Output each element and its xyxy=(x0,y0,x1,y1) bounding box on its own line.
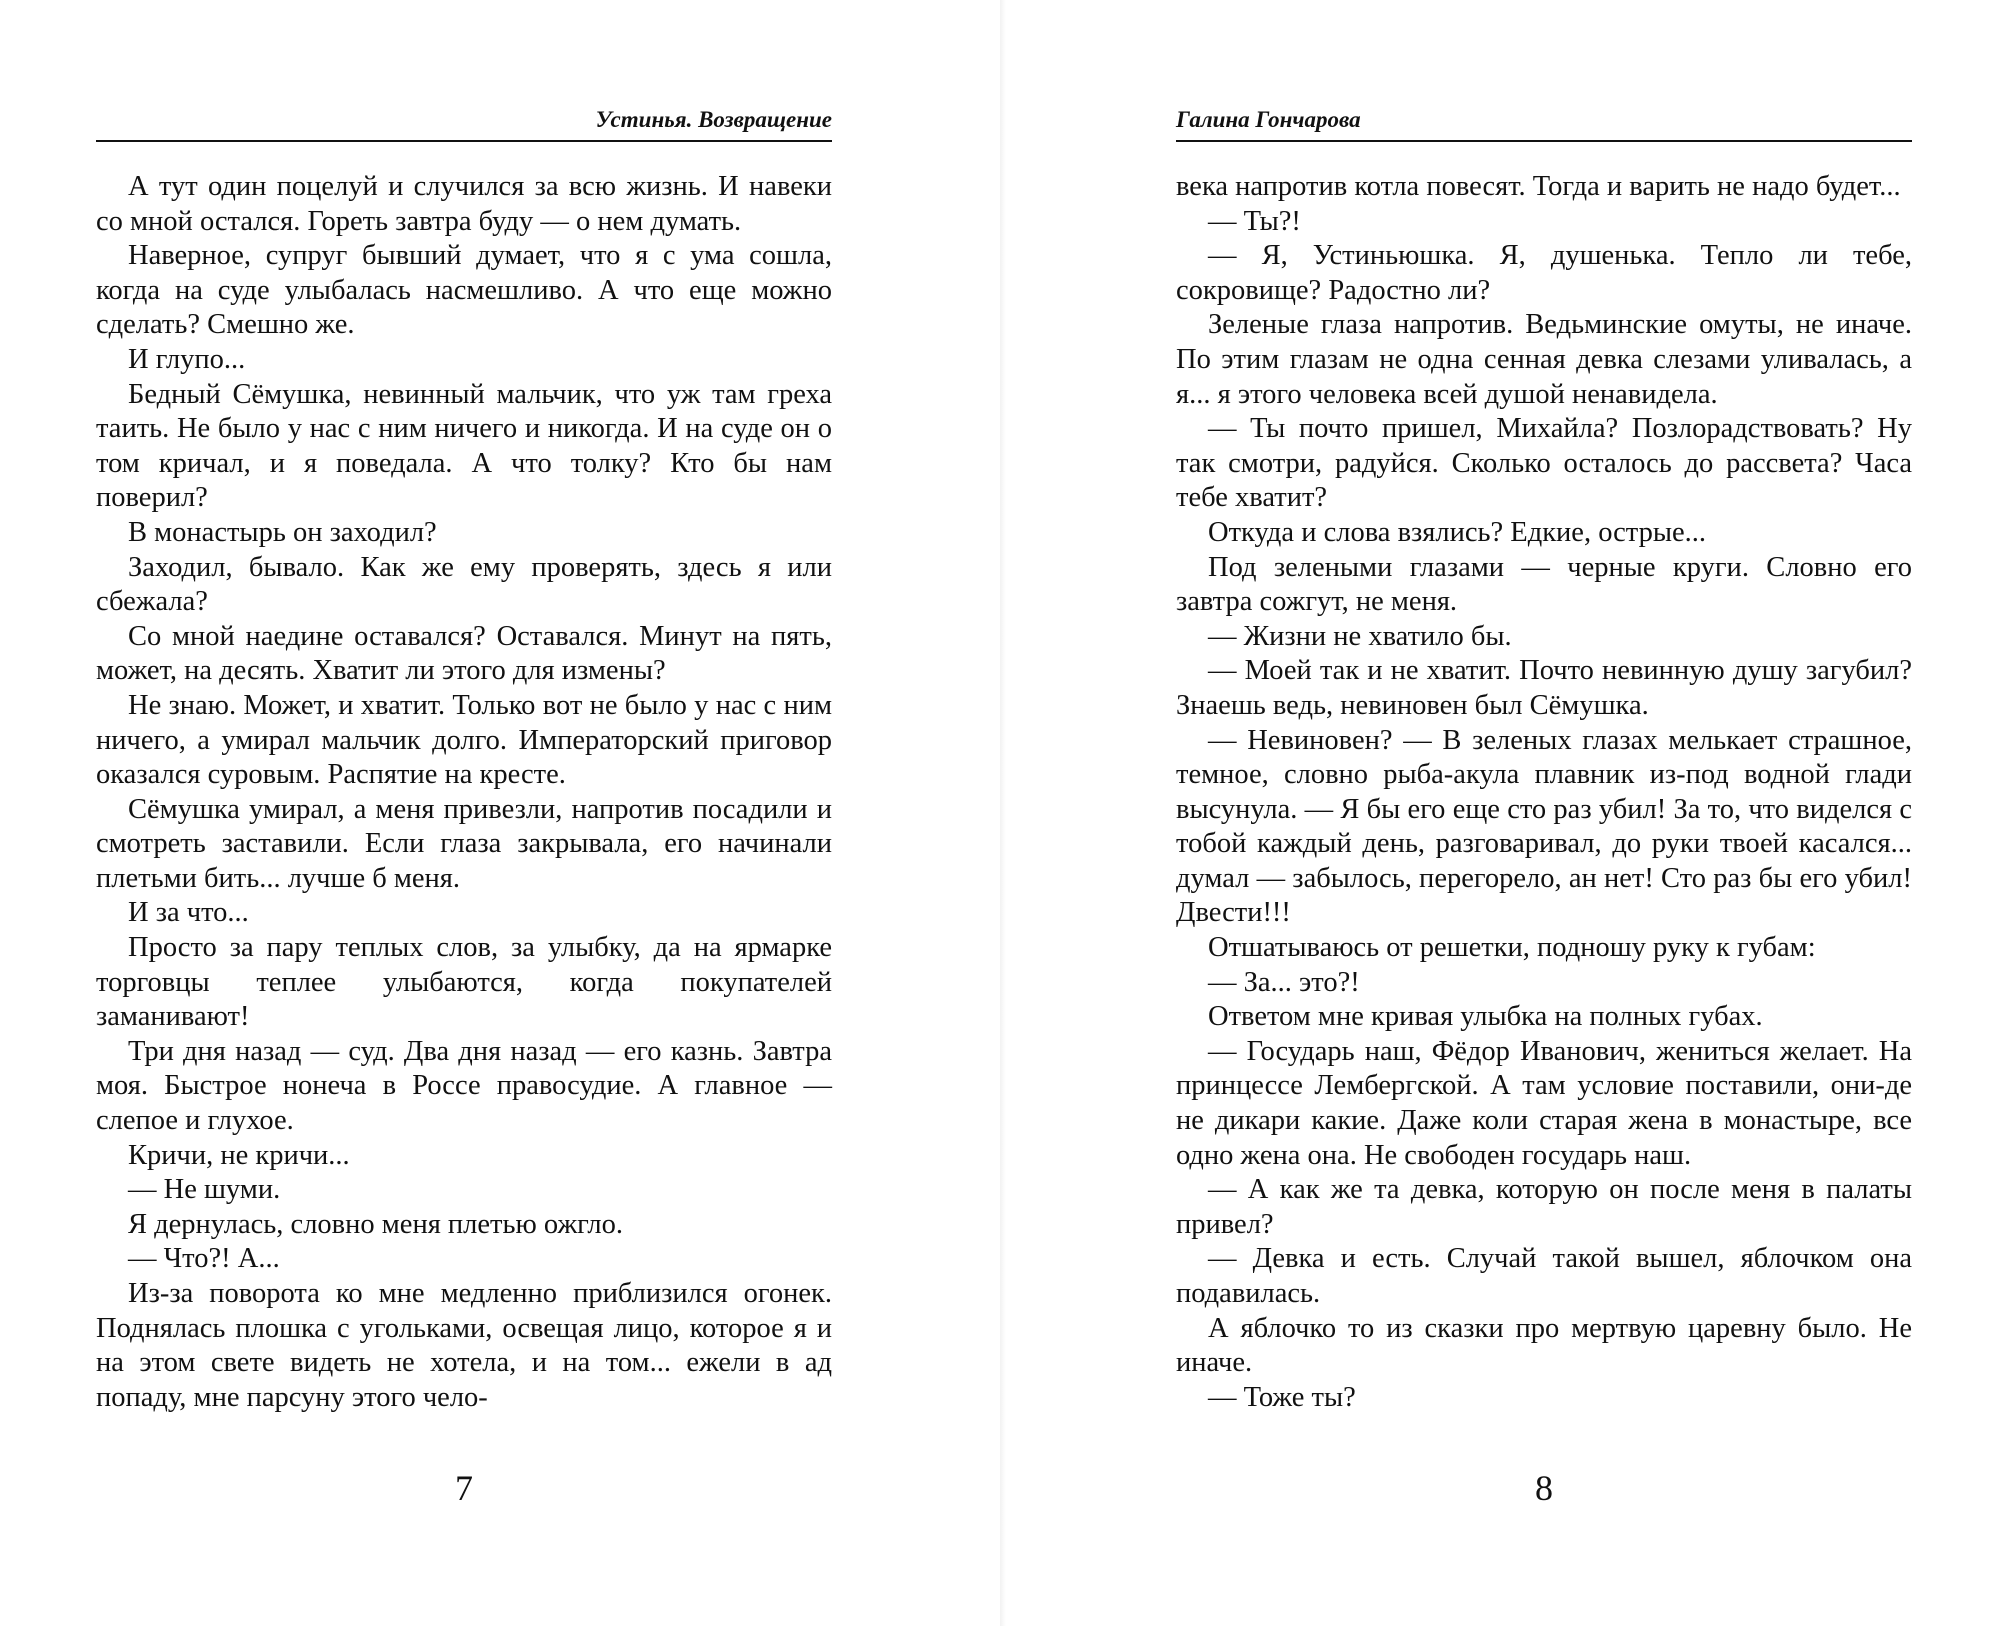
book-gutter xyxy=(1000,0,1006,1626)
paragraph: Заходил, бывало. Как же ему проверять, здесь я или сбежала? xyxy=(96,551,832,618)
paragraph: — Не шуми. xyxy=(128,1174,281,1206)
left-running-head: Устинья. Возвращение xyxy=(96,100,832,142)
left-page xyxy=(96,100,832,1415)
paragraph: Кричи, не кричи... xyxy=(128,1139,350,1171)
right-page-text xyxy=(1176,170,1912,1415)
page-number-left: 7 xyxy=(455,1468,473,1508)
paragraph: Под зелеными глазами — черные круги. Словно его завтра сожгут, не меня. xyxy=(1176,551,1912,618)
paragraph: — Что?! А... xyxy=(128,1243,280,1275)
paragraph: — Жизни не хватило бы. xyxy=(1208,620,1512,652)
paragraph: Бедный Сёмушка, невинный мальчик, что уж там греха таить. Не было у нас с ним ничего и никогда. И на суде он о том кричал, и я поведала. А что толку? Кто бы нам поверил? xyxy=(96,378,832,514)
paragraph: — Невиновен? — В зеленых глазах мелькает страшное, темное, словно рыба-акула плавник из-под водной глади высунула. — Я бы его еще сто раз убил! За то, что виделся с тобой каждый день, разговаривал, до руки твоей касался... думал — забылось, перегорело, ан нет! Сто раз бы его убил! Двести!!! xyxy=(1176,724,1912,929)
paragraph: Зеленые глаза напротив. Ведьминские омуты, не иначе. По этим глазам не одна сенная девка слезами уливалась, а я... я этого человека всей душой ненавидела. xyxy=(1176,309,1912,410)
paragraph: А тут один поцелуй и случился за всю жизнь. И навеки со мной остался. Гореть завтра буду — о нем думать. xyxy=(96,171,832,237)
paragraph: И за что... xyxy=(128,897,249,929)
paragraph: В монастырь он заходил? xyxy=(128,516,437,548)
paragraph: Ответом мне кривая улыбка на полных губах. xyxy=(1208,1001,1763,1033)
paragraph: Из-за поворота ко мне медленно приблизился огонек. Поднялась плошка с угольками, освещая лицо, которое я и на этом свете видеть не хотела, и на том... ежели в ад попаду, мне парсуну этого чело- xyxy=(96,1278,832,1413)
right-running-head: Галина Гончарова xyxy=(1176,100,1912,142)
paragraph: Отшатываюсь от решетки, подношу руку к губам: xyxy=(1208,932,1816,964)
paragraph: — Девка и есть. Случай такой вышел, яблочком она подавилась. xyxy=(1176,1243,1912,1309)
continued-paragraph: века напротив котла повесят. Тогда и варить не надо будет... xyxy=(1176,171,1901,202)
page-number-right: 8 xyxy=(1535,1468,1553,1508)
paragraph: — Ты?! xyxy=(1208,205,1301,237)
paragraph: Откуда и слова взялись? Едкие, острые... xyxy=(1208,516,1707,548)
paragraph: Со мной наедине оставался? Оставался. Минут на пять, может, на десять. Хватит ли этого для измены? xyxy=(96,620,832,687)
paragraph: Сёмушка умирал, а меня привезли, напротив посадили и смотреть заставили. Если глаза закрывала, его начинали плетьми бить... лучше б меня. xyxy=(96,793,832,894)
paragraph: — Я, Устиньюшка. Я, душенька. Тепло ли тебе, сокровище? Радостно ли? xyxy=(1176,240,1912,306)
paragraph: А яблочко то из сказки про мертвую царевну было. Не иначе. xyxy=(1176,1312,1912,1379)
paragraph: Я дернулась, словно меня плетью ожгло. xyxy=(128,1208,623,1240)
paragraph: И глупо... xyxy=(128,343,246,375)
paragraph: — За... это?! xyxy=(1208,966,1360,998)
right-page xyxy=(1176,100,1912,1415)
paragraph: — А как же та девка, которую он после меня в палаты привел? xyxy=(1176,1174,1912,1240)
paragraph: — Тоже ты? xyxy=(1208,1381,1356,1413)
paragraph: Три дня назад — суд. Два дня назад — его казнь. Завтра моя. Быстрое нонеча в Россе правосудие. А главное — слепое и глухое. xyxy=(96,1035,832,1137)
paragraph: Не знаю. Может, и хватит. Только вот не было у нас с ним ничего, а умирал мальчик долго. Императорский приговор оказался суровым. Распятие на кресте. xyxy=(96,689,832,791)
paragraph: Просто за пару теплых слов, за улыбку, да на ярмарке торговцы теплее улыбаются, когда покупателей заманивают! xyxy=(96,932,832,1033)
paragraph: — Моей так и не хватит. Почто невинную душу загубил? Знаешь ведь, невиновен был Сёмушка. xyxy=(1176,655,1912,721)
paragraph: Наверное, супруг бывший думает, что я с ума сошла, когда на суде улыбалась насмешливо. А что еще можно сделать? Смешно же. xyxy=(96,240,832,341)
left-page-text xyxy=(96,170,832,1415)
paragraph: — Государь наш, Фёдор Иванович, жениться желает. На принцессе Лембергской. А там условие поставили, они-де не дикари какие. Даже коли старая жена в монастыре, все одно жена она. Не свободен государь наш. xyxy=(1176,1035,1912,1171)
paragraph: — Ты почто пришел, Михайла? Позлорадствовать? Ну так смотри, радуйся. Сколько осталось до рассвета? Часа тебе хватит? xyxy=(1176,413,1912,514)
